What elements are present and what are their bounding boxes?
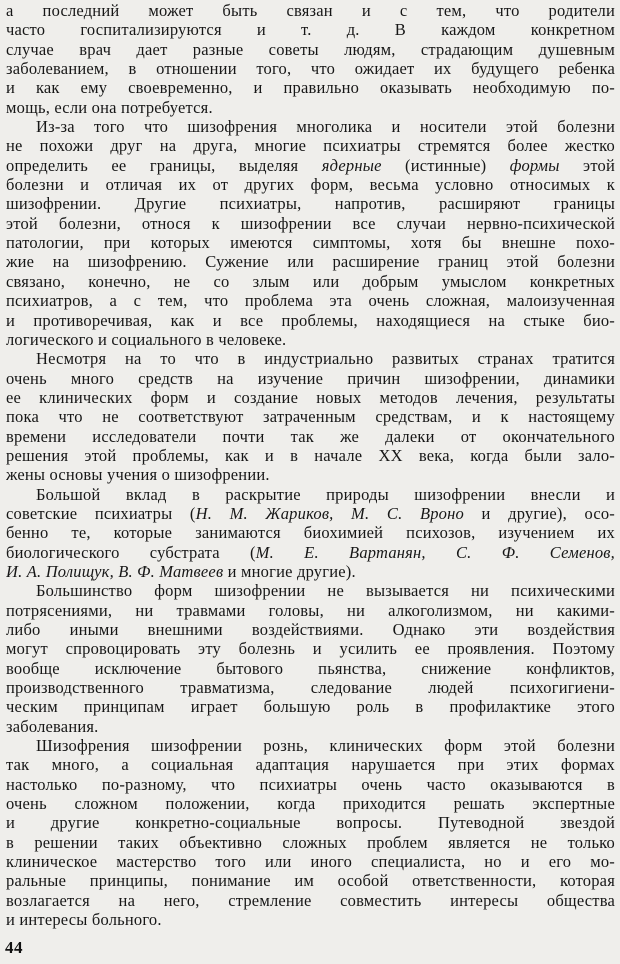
text-segment: могут спровоцировать эту болезнь и усилить ее проявления. Поэтому <box>6 639 615 659</box>
text-segment: пока что не соответствуют затраченным средствам, и к настоящему <box>6 407 615 427</box>
text-segment: и противоречивая, как и все проблемы, находящиеся на стыке био- <box>6 310 615 330</box>
text-line <box>6 543 615 562</box>
text-segment: Большинство форм шизофрении не вызывается ни психическими <box>36 581 615 601</box>
text-line <box>6 330 615 349</box>
text-line <box>6 407 615 426</box>
text-segment: заболевания. <box>6 716 99 736</box>
text-line <box>6 562 615 581</box>
text-line <box>6 678 615 697</box>
text-segment: часто госпитализируются и т. д. В каждом конкретном <box>6 20 615 40</box>
text-line <box>6 311 615 330</box>
text-segment: времени исследователи почти так же далеки от окончательного <box>6 426 615 446</box>
text-line <box>6 485 615 504</box>
emphasis-text: формы <box>509 155 560 175</box>
text-line <box>6 871 615 890</box>
text-segment: бенно те, которые занимаются биохимией психозов, изучением их <box>6 523 615 543</box>
text-segment: случае врач дает разные советы людям, страдающим душевным <box>6 39 615 59</box>
text-line <box>6 272 615 291</box>
text-segment: болезни и отличая их от других форм, весьма условно относимых к <box>6 175 615 195</box>
emphasis-text: ядерные <box>321 155 382 175</box>
text-segment: очень сложном положении, когда приходится решать экспертные <box>6 794 615 814</box>
text-segment: ее клинических форм и создание новых методов лечения, результаты <box>6 387 615 407</box>
text-segment: в решении таких объективно сложных проблем является не только <box>6 832 615 852</box>
text-line <box>6 175 615 194</box>
paragraph <box>6 349 615 484</box>
text-segment: этой болезни, относя к шизофрении все случаи нервно-психической <box>6 213 615 233</box>
emphasis-text: М. Е. Вартанян, С. Ф. Семенов, <box>255 542 615 562</box>
text-segment: очень много средств на изучение причин шизофрении, динамики <box>6 368 615 388</box>
text-segment: психиатров, а с тем, что проблема эта очень сложная, малоизученная <box>6 291 615 311</box>
text-line <box>6 891 615 910</box>
text-line <box>6 388 615 407</box>
text-segment: логического и социального в человеке. <box>6 329 287 349</box>
text-segment: и интересы больного. <box>6 910 162 930</box>
text-segment: (истинные) <box>381 155 510 175</box>
text-segment: не похожи друг на друга, многие психиатры стремятся более жестко <box>6 136 615 156</box>
text-segment: настолько по-разному, что психиатры очень часто оказываются в <box>6 774 615 794</box>
text-line <box>6 659 615 678</box>
text-line <box>6 252 615 271</box>
text-line <box>6 446 615 465</box>
text-segment: Несмотря на то что в индустриально развитых странах тратится <box>36 349 615 369</box>
paragraph <box>6 117 615 349</box>
text-line <box>6 59 615 78</box>
emphasis-text: И. А. Полищук, В. Ф. Матвеев <box>6 561 224 581</box>
text-line <box>6 794 615 813</box>
text-line <box>6 465 615 484</box>
text-line <box>6 755 615 774</box>
text-segment: решения этой проблемы, как и в начале XX века, когда были зало- <box>6 445 615 465</box>
text-line <box>6 639 615 658</box>
text-line <box>6 117 615 136</box>
text-segment: клиническое мастерство того или иного специалиста, но и его мо- <box>6 852 615 872</box>
text-segment: ральные принципы, понимание им особой ответственности, которая <box>6 871 615 891</box>
paragraph <box>6 485 615 582</box>
text-segment: либо иными внешними воздействиями. Однако эти воздействия <box>6 620 615 639</box>
text-line <box>6 349 615 368</box>
text-line <box>6 291 615 310</box>
emphasis-text: Н. М. Жариков, М. С. Вроно <box>195 503 464 523</box>
page-text <box>6 1 615 930</box>
text-segment: мощь, если она потребуется. <box>6 97 213 117</box>
text-line <box>6 504 615 523</box>
text-segment: Большой вклад в раскрытие природы шизофрении внесли и <box>36 484 615 504</box>
text-segment: жие на шизофрению. Сужение или расширение границ этой болезни <box>6 252 615 272</box>
text-segment: а последний может быть связан и с тем, что родители <box>6 1 615 20</box>
text-line <box>6 427 615 446</box>
text-segment: Из-за того что шизофрения многолика и носители этой болезни <box>36 117 615 137</box>
text-segment: патологии, при которых имеются симптомы, хотя бы внешне похо- <box>6 233 615 253</box>
text-line <box>6 40 615 59</box>
paragraph <box>6 736 615 929</box>
text-segment: так много, а социальная адаптация нарушается при этих формах <box>6 755 615 775</box>
text-line <box>6 775 615 794</box>
text-segment: шизофрении. Другие психиатры, напротив, расширяют границы <box>6 194 615 214</box>
text-segment: связано, конечно, не со злым или добрым умыслом конкретных <box>6 271 615 291</box>
text-segment: производственного травматизма, следование людей психогигиени- <box>6 678 615 698</box>
text-segment: советские психиатры ( <box>6 503 196 523</box>
text-segment: жены основы учения о шизофрении. <box>6 465 270 485</box>
text-line <box>6 852 615 871</box>
text-line <box>6 620 615 639</box>
text-line <box>6 910 615 929</box>
text-segment: и другие), осо- <box>463 503 615 523</box>
text-line <box>6 813 615 832</box>
text-line <box>6 156 615 175</box>
text-line <box>6 601 615 620</box>
text-line <box>6 369 615 388</box>
text-line <box>6 78 615 97</box>
text-line <box>6 697 615 716</box>
text-segment: и как ему своевременно, и правильно оказывать необходимую по- <box>6 78 615 98</box>
paragraph <box>6 581 615 736</box>
text-segment: и другие конкретно-социальные вопросы. Путеводной звездой <box>6 813 615 833</box>
text-segment: вообще исключение бытового пьянства, снижение конфликтов, <box>6 658 615 678</box>
text-line <box>6 523 615 542</box>
text-line <box>6 833 615 852</box>
text-line <box>6 98 615 117</box>
paragraph <box>6 1 615 117</box>
text-segment: и многие другие). <box>223 561 356 581</box>
text-segment: этой <box>559 155 615 175</box>
text-segment: биологического субстрата ( <box>6 542 256 562</box>
text-line <box>6 736 615 755</box>
text-line <box>6 214 615 233</box>
text-line <box>6 233 615 252</box>
text-segment: возлагается на него, стремление совместить интересы общества <box>6 890 615 910</box>
text-line <box>6 717 615 736</box>
text-segment: потрясениями, ни травмами головы, ни алкоголизмом, ни какими- <box>6 600 615 620</box>
text-segment: определить ее границы, выделяя <box>6 155 322 175</box>
text-line <box>6 194 615 213</box>
text-line <box>6 1 615 20</box>
page-number: 44 <box>5 938 23 957</box>
text-segment: ческим принципам играет большую роль в профилактике этого <box>6 697 615 717</box>
text-line <box>6 581 615 600</box>
text-line <box>6 136 615 155</box>
text-segment: Шизофрения шизофрении рознь, клинических форм этой болезни <box>36 736 615 756</box>
text-segment: заболеванием, в отношении того, что ожидает их будущего ребенка <box>6 59 615 79</box>
text-line <box>6 20 615 39</box>
